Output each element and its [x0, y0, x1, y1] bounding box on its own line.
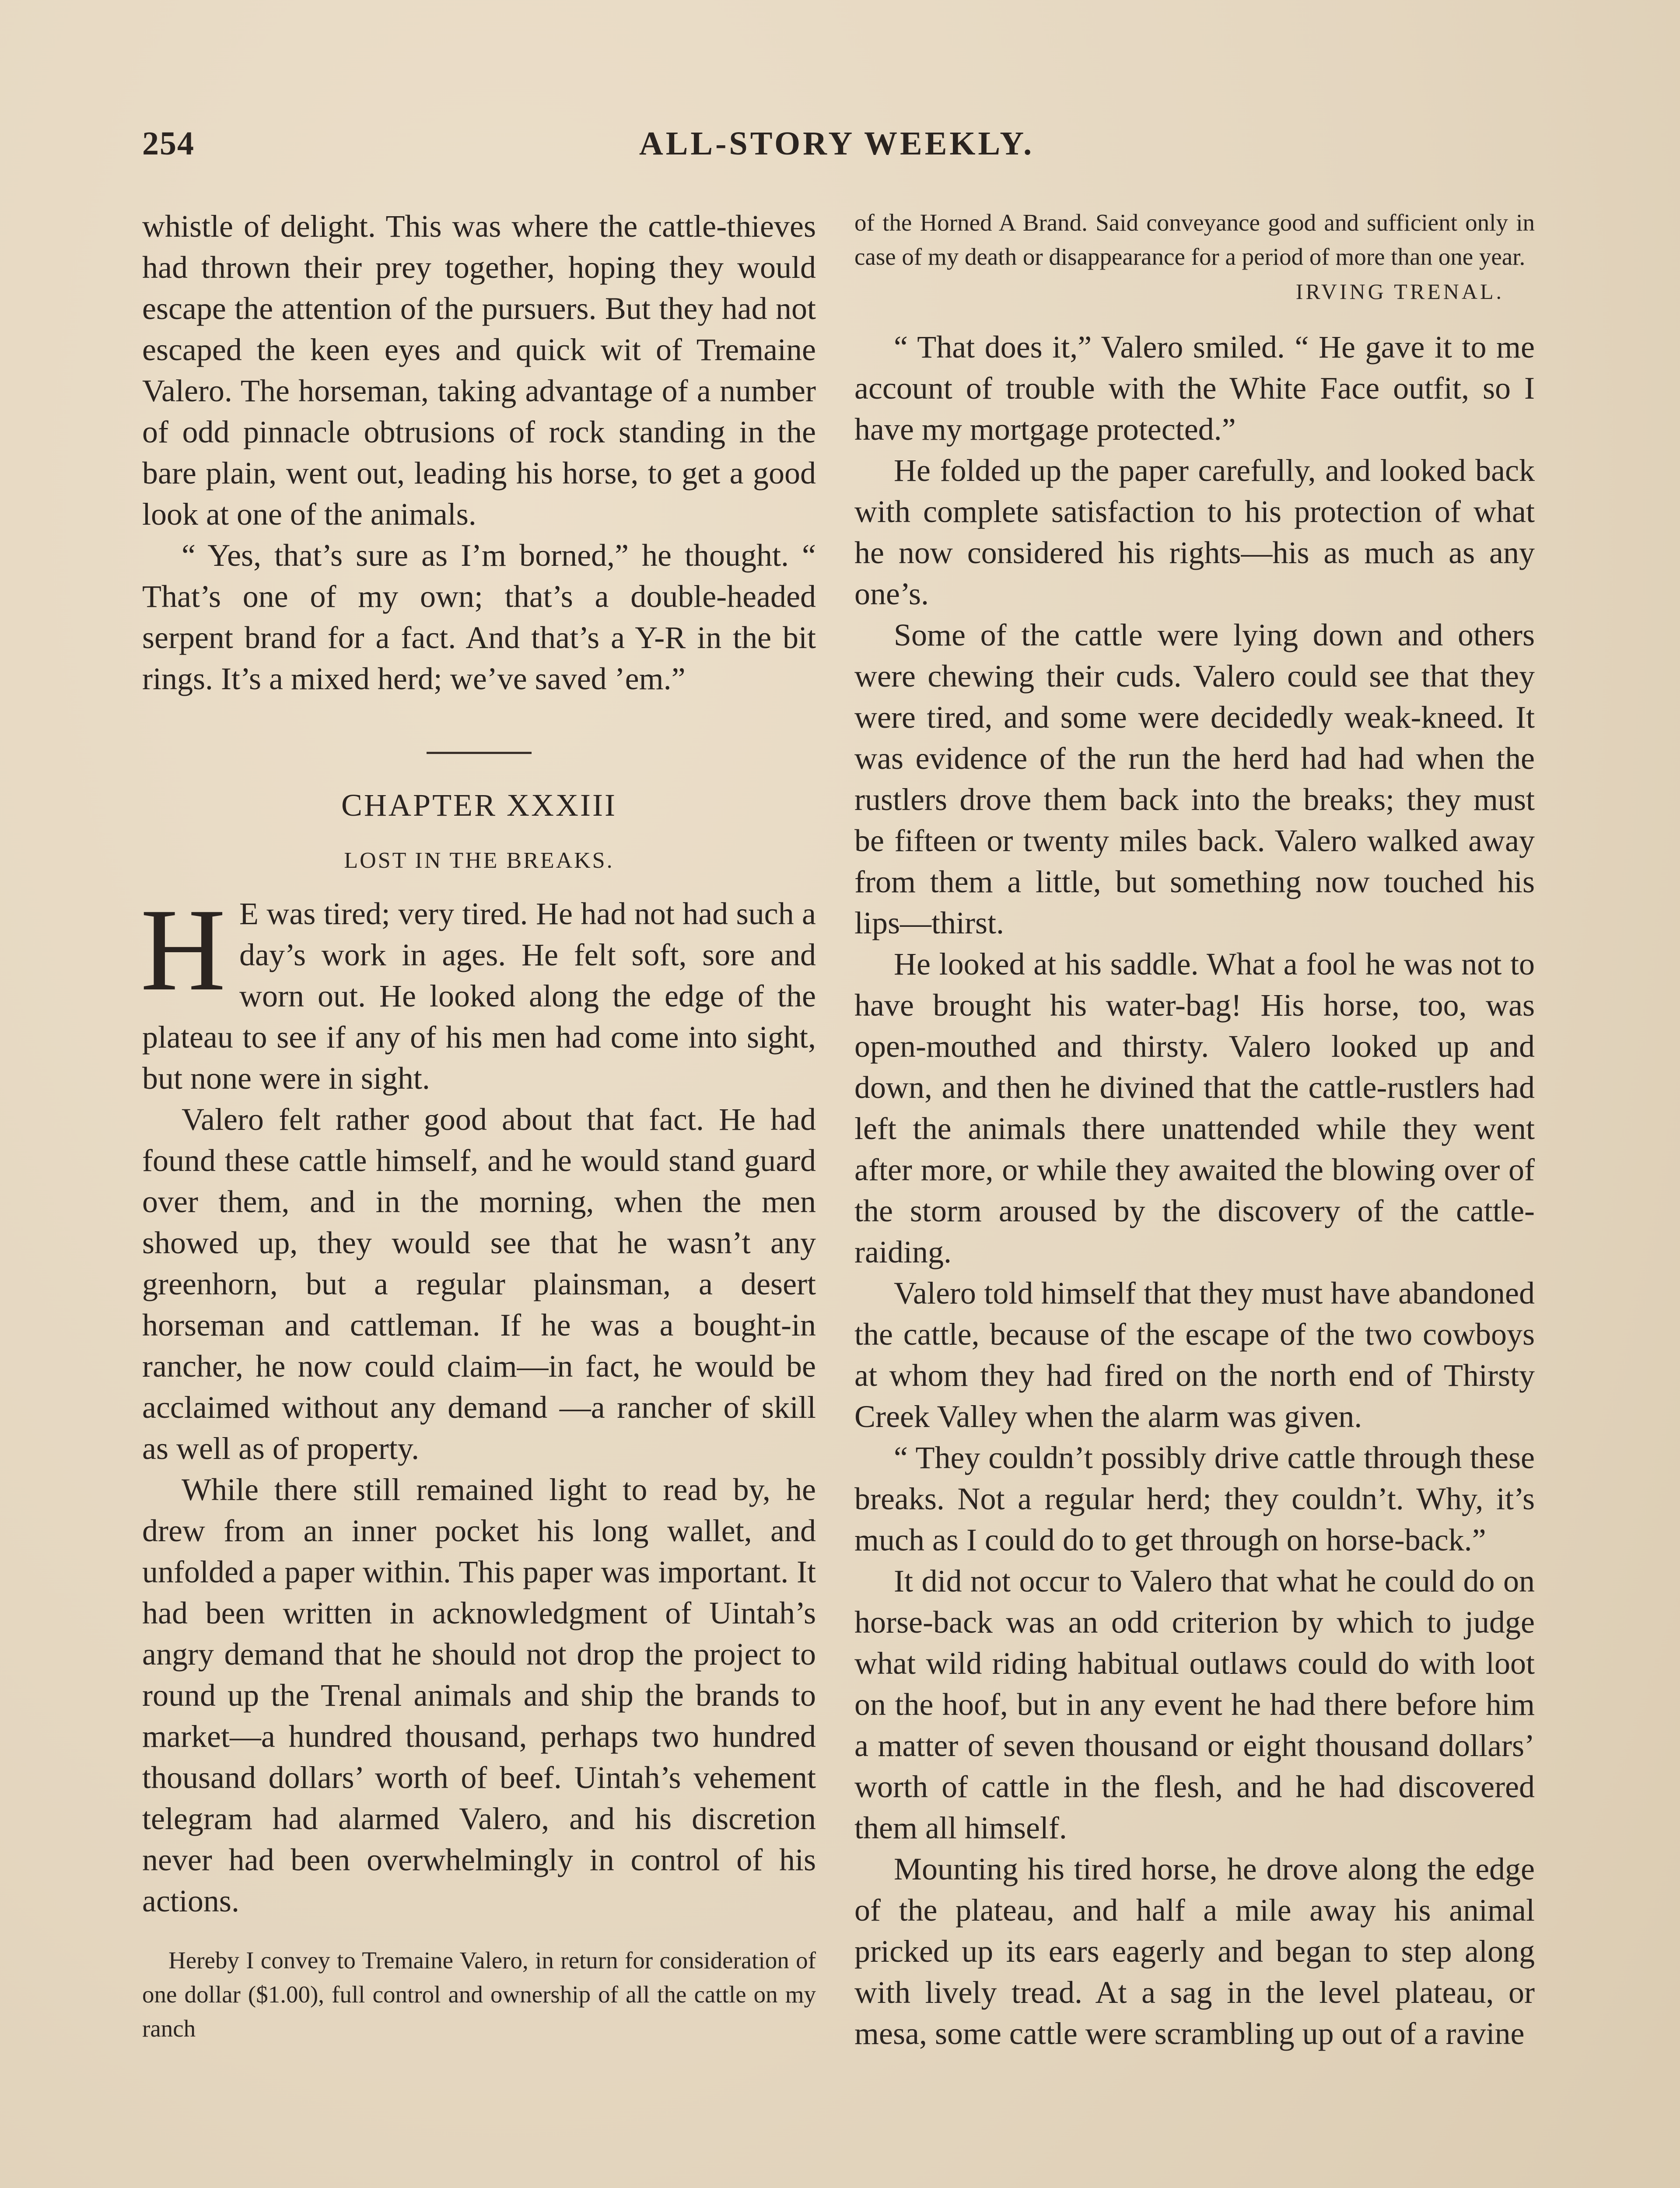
page-number: 254 — [142, 125, 195, 162]
paragraph: It did not occur to Valero that what he could do on horse-back was an odd criterion by which to judge what wild riding habitual outlaws could do with loot on the hoof, but in any event he had there before him a matter of seven thousand or eight thousand dollars’ worth of cattle in the flesh, and he had discovered them all himself. — [854, 1564, 1535, 1845]
left-column — [142, 206, 816, 2046]
paragraph: Mounting his tired horse, he drove along the edge of the plateau, and half a mile away his animal pricked up its ears eagerly and began to step along with lively tread. At a sag in the level plateau, or mesa, some cattle were scrambling up out of a ravine — [854, 1851, 1535, 2051]
paragraph: E was tired; very tired. He had not had such a day’s work in ages. He felt soft, sore and worn out. He looked along the edge of the plateau to see if any of his men had come into sight, but none were in sight. — [142, 896, 816, 1096]
chapter-title: CHAPTER XXXIII — [341, 788, 617, 823]
paragraph: “ They couldn’t possibly drive cattle through these breaks. Not a regular herd; they couldn’t. Why, it’s much as I could do to get through on horse-back.” — [854, 1440, 1535, 1557]
paragraph: Valero told himself that they must have abandoned the cattle, because of the escape of the two cowboys at whom they had fired on the north end of Thirsty Creek Valley when the alarm was given. — [854, 1276, 1535, 1434]
document-text: Hereby I convey to Tremaine Valero, in return for consideration of one dollar ($1.00), full control and ownership of all the cattle on my ranch — [142, 1947, 816, 2042]
paragraph: “ That does it,” Valero smiled. “ He gave it to me account of trouble with the White Face outfit, so I have my mortgage protected.” — [854, 330, 1535, 447]
chapter-opening — [140, 884, 816, 1099]
quoted-document — [142, 1943, 816, 2046]
drop-cap: H — [140, 884, 226, 1015]
section-separator — [427, 752, 532, 754]
chapter-subtitle: LOST IN THE BREAKS. — [344, 848, 614, 873]
paragraph: Valero felt rather good about that fact. He had found these cattle himself, and he would stand guard over them, and in the morning, when the men showed up, they would see that he wasn’t any greenhorn, but a regular plainsman, a desert horseman and cattleman. If he was a bought-in rancher, he now could claim—in fact, he would be acclaimed without any demand —a rancher of skill as well as of property. — [142, 1102, 816, 1466]
paragraph: whistle of delight. This was where the cattle-thieves had thrown their prey together, hoping they would escape the attention of the pursuers. But they had not escaped the keen eyes and quick wit of Tremaine Valero. The horseman, taking advantage of a number of odd pinnacle obtrusions of rock standing in the bare plain, went out, leading his horse, to get a good look at one of the animals. — [142, 209, 816, 532]
document-signature: IRVING TRENAL. — [1295, 279, 1504, 304]
running-head: ALL-STORY WEEKLY. — [639, 125, 1035, 162]
paragraph: He folded up the paper carefully, and looked back with complete satisfaction to his protection of what he now considered his rights—his as much as any one’s. — [854, 453, 1535, 611]
paragraph: He looked at his saddle. What a fool he was not to have brought his water-bag! His horse, too, was open-mouthed and thirsty. Valero looked up and down, and then he divined that the cattle-rustlers had left the animals there unattended while they went after more, or while they awaited the blowing over of the storm aroused by the discovery of the cattle-raiding. — [854, 947, 1535, 1269]
page-header — [142, 125, 1531, 182]
paragraph: “ Yes, that’s sure as I’m borned,” he thought. “ That’s one of my own; that’s a double-headed serpent brand for a fact. And that’s a Y-R in the bit rings. It’s a mixed herd; we’ve saved ’em.” — [142, 538, 816, 696]
paragraph: Some of the cattle were lying down and others were chewing their cuds. Valero could see that they were tired, and some were decidedly weak-kneed. It was evidence of the run the herd had had when the rustlers drove them back into the breaks; they must be fifteen or twenty miles back. Valero walked away from them a little, but something now touched his lips—thirst. — [854, 617, 1535, 940]
paragraph: While there still remained light to read by, he drew from an inner pocket his long wallet, and unfolded a paper within. This paper was important. It had been written in acknowledgment of Uintah’s angry demand that he should not drop the project to round up the Trenal animals and ship the brands to market—a hundred thousand, perhaps two hundred thousand dollars’ worth of beef. Uintah’s vehement telegram had alarmed Valero, and his discretion never had been overwhelmingly in control of his actions. — [142, 1472, 816, 1918]
document-text: of the Horned A Brand. Said conveyance good and sufficient only in case of my death or disappearance for a period of more than one year. — [854, 209, 1535, 270]
right-column — [854, 206, 1535, 2054]
